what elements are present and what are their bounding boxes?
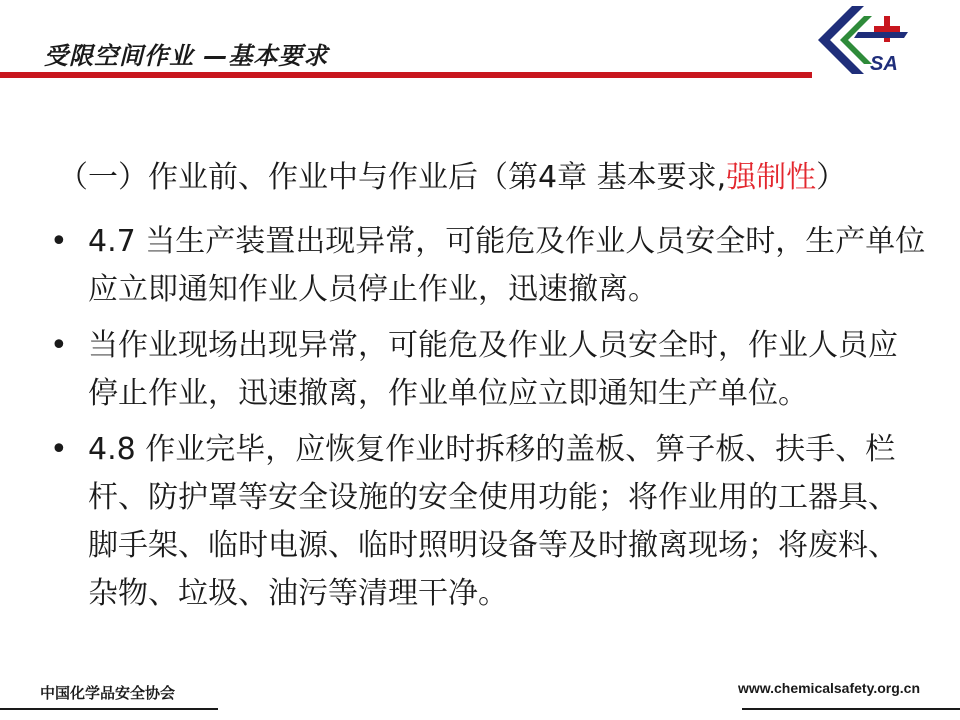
bullet-marker: • — [50, 432, 68, 467]
bullet-marker: • — [50, 224, 68, 259]
section-heading — [58, 152, 846, 196]
list-item-text: 4.8 作业完毕，应恢复作业时拆移的盖板、箅子板、扶手、栏杆、防护罩等安全设施的安全使用功能；将作业用的工器具、脚手架、临时电源、临时照明设备等及时撤离现场；将废料、杂物、垃圾、油污等清理干净。 — [88, 432, 898, 611]
list-item — [46, 218, 926, 314]
list-item — [46, 322, 926, 418]
list-item-text: 当作业现场出现异常，可能危及作业人员安全时，作业人员应停止作业，迅速撤离，作业单位应立即通知生产单位。 — [88, 328, 898, 411]
logo-lettering: SA — [870, 53, 898, 75]
bullet-marker: • — [50, 328, 68, 363]
slide-title: 受限空间作业 —基本要求 — [44, 42, 329, 70]
requirement-list — [46, 218, 926, 626]
footer-divider-left — [0, 708, 218, 710]
list-item — [46, 426, 926, 618]
list-item-text: 4.7 当生产装置出现异常，可能危及作业人员安全时，生产单位应立即通知作业人员停止作业，迅速撤离。 — [88, 224, 926, 307]
footer-url: www.chemicalsafety.org.cn — [737, 680, 920, 696]
section-heading-main: （一）作业前、作业中与作业后（第4章 基本要求, — [58, 160, 727, 195]
section-heading-close: ） — [816, 160, 847, 195]
footer-organization: 中国化学品安全协会 — [40, 684, 176, 702]
header-divider — [0, 72, 812, 78]
footer-divider-right — [742, 708, 960, 710]
section-heading-emphasis: 强制性 — [726, 160, 817, 195]
csa-logo — [812, 2, 912, 78]
